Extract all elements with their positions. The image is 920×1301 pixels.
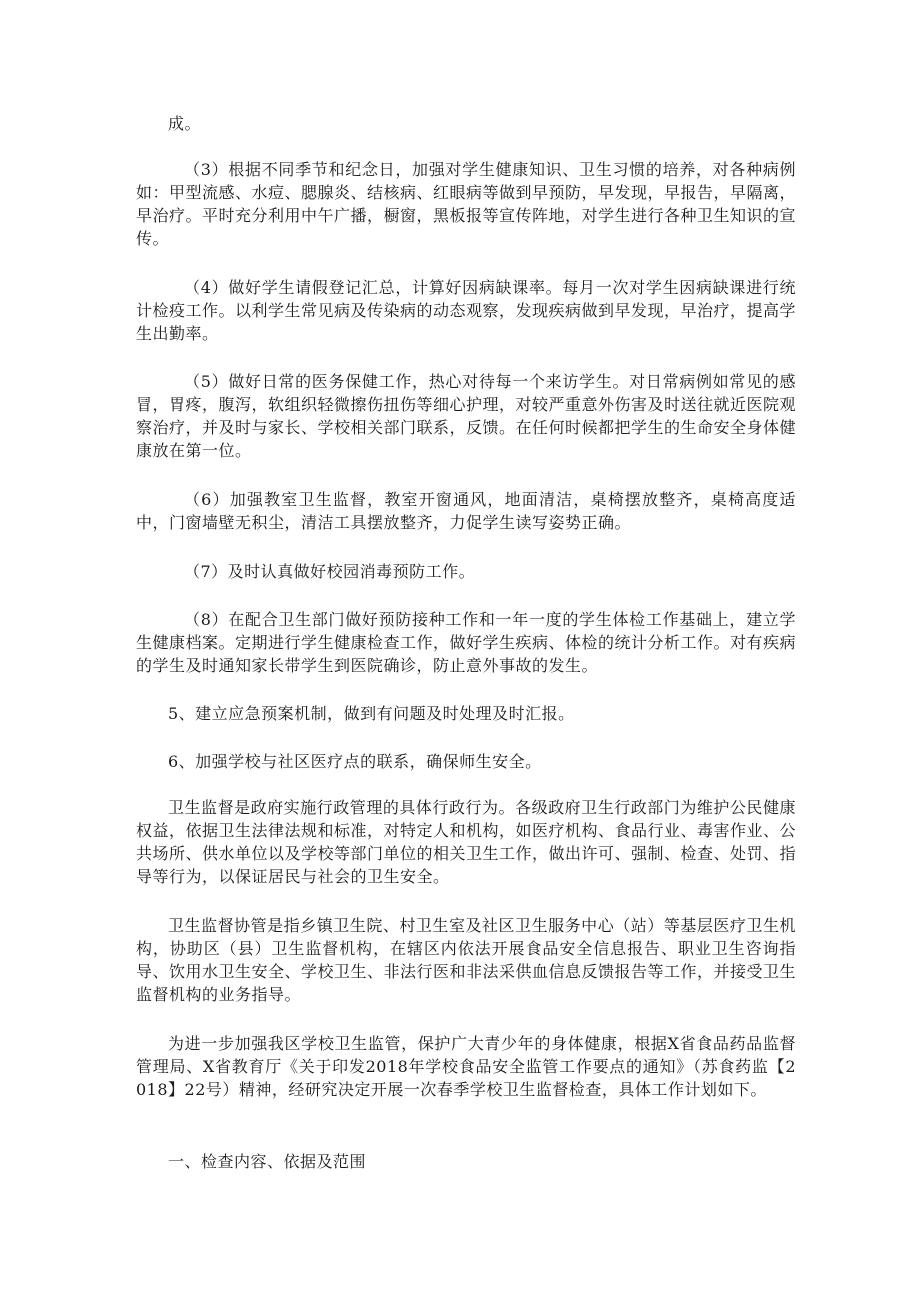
paragraph-item-4: （4）做好学生请假登记汇总，计算好因病缺课率。每月一次对学生因病缺课进行统计检疫工作。以利学生常见病及传染病的动态观察，发现疾病做到早发现，早治疗，提高学生出勤率。 bbox=[136, 278, 797, 343]
paragraph-item-8: （8）在配合卫生部门做好预防接种工作和一年一度的学生体检工作基础上，建立学生健康档案。定期进行学生健康检查工作，做好学生疾病、体检的统计分析工作。对有疾病的学生及时通知家长带学生到医院确诊，防止意外事故的发生。 bbox=[136, 610, 797, 675]
paragraph-supervision-definition: 卫生监督是政府实施行政管理的具体行政行为。各级政府卫生行政部门为维护公民健康权益，依据卫生法律法规和标准，对特定人和机构，如医疗机构、食品行业、毒害作业、公共场所、供水单位以及学校等部门单位的相关卫生工作，做出许可、强制、检查、处罚、指导等行为，以保证居民与社会的卫生安全。 bbox=[136, 798, 797, 886]
paragraph-point-6: 6、加强学校与社区医疗点的联系，确保师生安全。 bbox=[168, 752, 542, 771]
paragraph-supervision-assistance: 卫生监督协管是指乡镇卫生院、村卫生室及社区卫生服务中心（站）等基层医疗卫生机构，协助区（县）卫生监督机构，在辖区内依法开展食品安全信息报告、职业卫生咨询指导、饮用水卫生安全、学校卫生、非法行医和非法采供血信息反馈报告等工作，并接受卫生监督机构的业务指导。 bbox=[136, 916, 797, 1004]
paragraph-work-plan-intro: 为进一步加强我区学校卫生监管，保护广大青少年的身体健康，根据X省食品药品监督管理局、X省教育厅《关于印发2018年学校食品安全监管工作要点的通知》（苏食药监【2018】22号）精神，经研究决定开展一次春季学校卫生监督检查，具体工作计划如下。 bbox=[136, 1034, 796, 1099]
paragraph-item-6: （6）加强教室卫生监督，教室开窗通风，地面清洁，桌椅摆放整齐，桌椅高度适中，门窗墙壁无积尘，清洁工具摆放整齐，力促学生读写姿势正确。 bbox=[136, 490, 796, 532]
paragraph-continuation: 成。 bbox=[168, 114, 202, 133]
paragraph-item-5: （5）做好日常的医务保健工作，热心对待每一个来访学生。对日常病例如常见的感冒，胃疼，腹泻，软组织轻微擦伤扭伤等细心护理，对较严重意外伤害及时送往就近医院观察治疗，并及时与家长、学校相关部门联系，反馈。在任何时候都把学生的生命安全身体健康放在第一位。 bbox=[136, 372, 797, 460]
paragraph-point-5: 5、建立应急预案机制，做到有问题及时处理及时汇报。 bbox=[168, 704, 575, 723]
paragraph-item-7: （7）及时认真做好校园消毒预防工作。 bbox=[184, 562, 476, 581]
paragraph-item-3: （3）根据不同季节和纪念日，加强对学生健康知识、卫生习惯的培养，对各种病例如：甲型流感、水痘、腮腺炎、结核病、红眼病等做到早预防，早发现，早报告，早隔离，早治疗。平时充分利用中午广播，橱窗，黑板报等宣传阵地，对学生进行各种卫生知识的宣传。 bbox=[136, 160, 797, 248]
section-heading-inspection-scope: 一、检查内容、依据及范围 bbox=[168, 1152, 367, 1171]
